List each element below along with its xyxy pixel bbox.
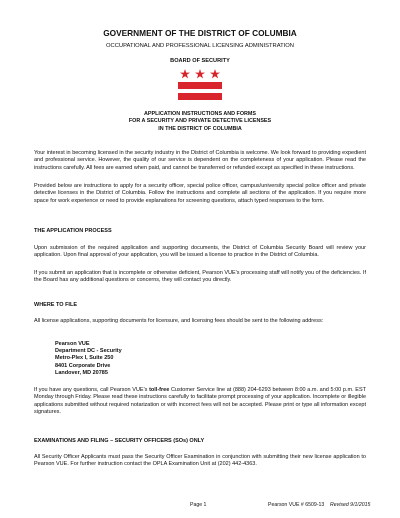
intro-paragraph: Your interest in becoming licensed in the security industry in the District of Columbia is welcome. We look forward to providing expedient and professional service. However, the quality of our service is dependent on the completeness of your application. Please read the instructions carefully. All fees are earned when paid, and cannot be transferred or refunded except as specified in these instructions. bbox=[34, 150, 366, 171]
revision-date: Revised 9/1/2015 bbox=[330, 502, 371, 508]
address-line: 8401 Corporate Drive bbox=[55, 362, 111, 369]
flag-bar bbox=[178, 82, 222, 89]
page-number: Page 1 bbox=[190, 502, 207, 508]
toll-free-label: toll-free bbox=[149, 387, 170, 393]
section-heading: THE APPLICATION PROCESS bbox=[34, 228, 112, 234]
administration-subtitle: OCCUPATIONAL AND PROFESSIONAL LICENSING ADMINISTRATION bbox=[106, 43, 294, 49]
government-title: GOVERNMENT OF THE DISTRICT OF COLUMBIA bbox=[103, 28, 297, 38]
where-paragraph: All license applications, supporting documents for licensure, and licensing fees should be sent to the following address: bbox=[34, 318, 324, 324]
document-title bbox=[0, 111, 400, 133]
address-line: Landover, MD 20785 bbox=[55, 369, 108, 376]
form-reference: Pearson VUE # 6509-13 bbox=[268, 502, 325, 508]
contact-text: If you have any questions, call Pearson VUE's bbox=[34, 387, 150, 393]
process-paragraph: If you submit an application that is incomplete or otherwise deficient, Pearson VUE's processing staff will notify you of the deficiencies. If the Board has any additional questions or concerns, they will contact you directly. bbox=[34, 270, 366, 284]
flag-bar bbox=[178, 93, 222, 100]
document-title-line: APPLICATION INSTRUCTIONS AND FORMS bbox=[143, 111, 256, 117]
flag-star bbox=[210, 69, 220, 78]
process-paragraph: Upon submission of the required application and supporting documents, the District of Columbia Security Board will review your application. Upon final approval of your application, you will be issued a license to practice in the District of Columbia. bbox=[34, 245, 366, 259]
intro-paragraph: Provided below are instructions to apply for a security officer, special police officer, campus/university special police officer and private detective licenses in the District of Columbia. Follow the instructions and complete all sections of the application. If you require more space for work experience or need to provide explanations for screening questions, attach typed responses to the form. bbox=[34, 183, 366, 204]
flag-star bbox=[195, 69, 205, 78]
document-title-line: IN THE DISTRICT OF COLUMBIA bbox=[158, 125, 242, 132]
board-name: BOARD OF SECURITY bbox=[170, 58, 230, 64]
exams-paragraph: All Security Officer Applicants must pass the Security Officer Examination in conjunction with submitting their new license application to Pearson VUE. For further instruction contact the OPLA Examination Unit at (202) 442-4363. bbox=[34, 454, 366, 468]
section-heading: EXAMINATIONS AND FILING – SECURITY OFFICERS (SOs) ONLY bbox=[34, 438, 205, 444]
section-heading: WHERE TO FILE bbox=[34, 302, 77, 308]
dc-flag-icon bbox=[178, 67, 222, 101]
contact-text: Customer Service line at (888) 204-6293 between 8:00 a.m. and 5:00 p.m. EST Monday through Friday. Please read these instructions carefully to facilitate prompt processing of your application. Incomplete or illegible applications submitted without required notarization or with incorrect fees will not be accepted. Please print or type all information except signatures. bbox=[34, 387, 366, 415]
flag-star bbox=[180, 69, 190, 78]
address-line: Department DC - Security bbox=[55, 348, 122, 355]
contact-paragraph bbox=[34, 387, 366, 416]
address-line: Metro-Plex I, Suite 250 bbox=[55, 355, 114, 362]
mailing-address bbox=[55, 341, 122, 377]
address-line: Pearson VUE bbox=[55, 341, 90, 347]
document-title-line: FOR A SECURITY AND PRIVATE DETECTIVE LICENSES bbox=[128, 118, 272, 125]
